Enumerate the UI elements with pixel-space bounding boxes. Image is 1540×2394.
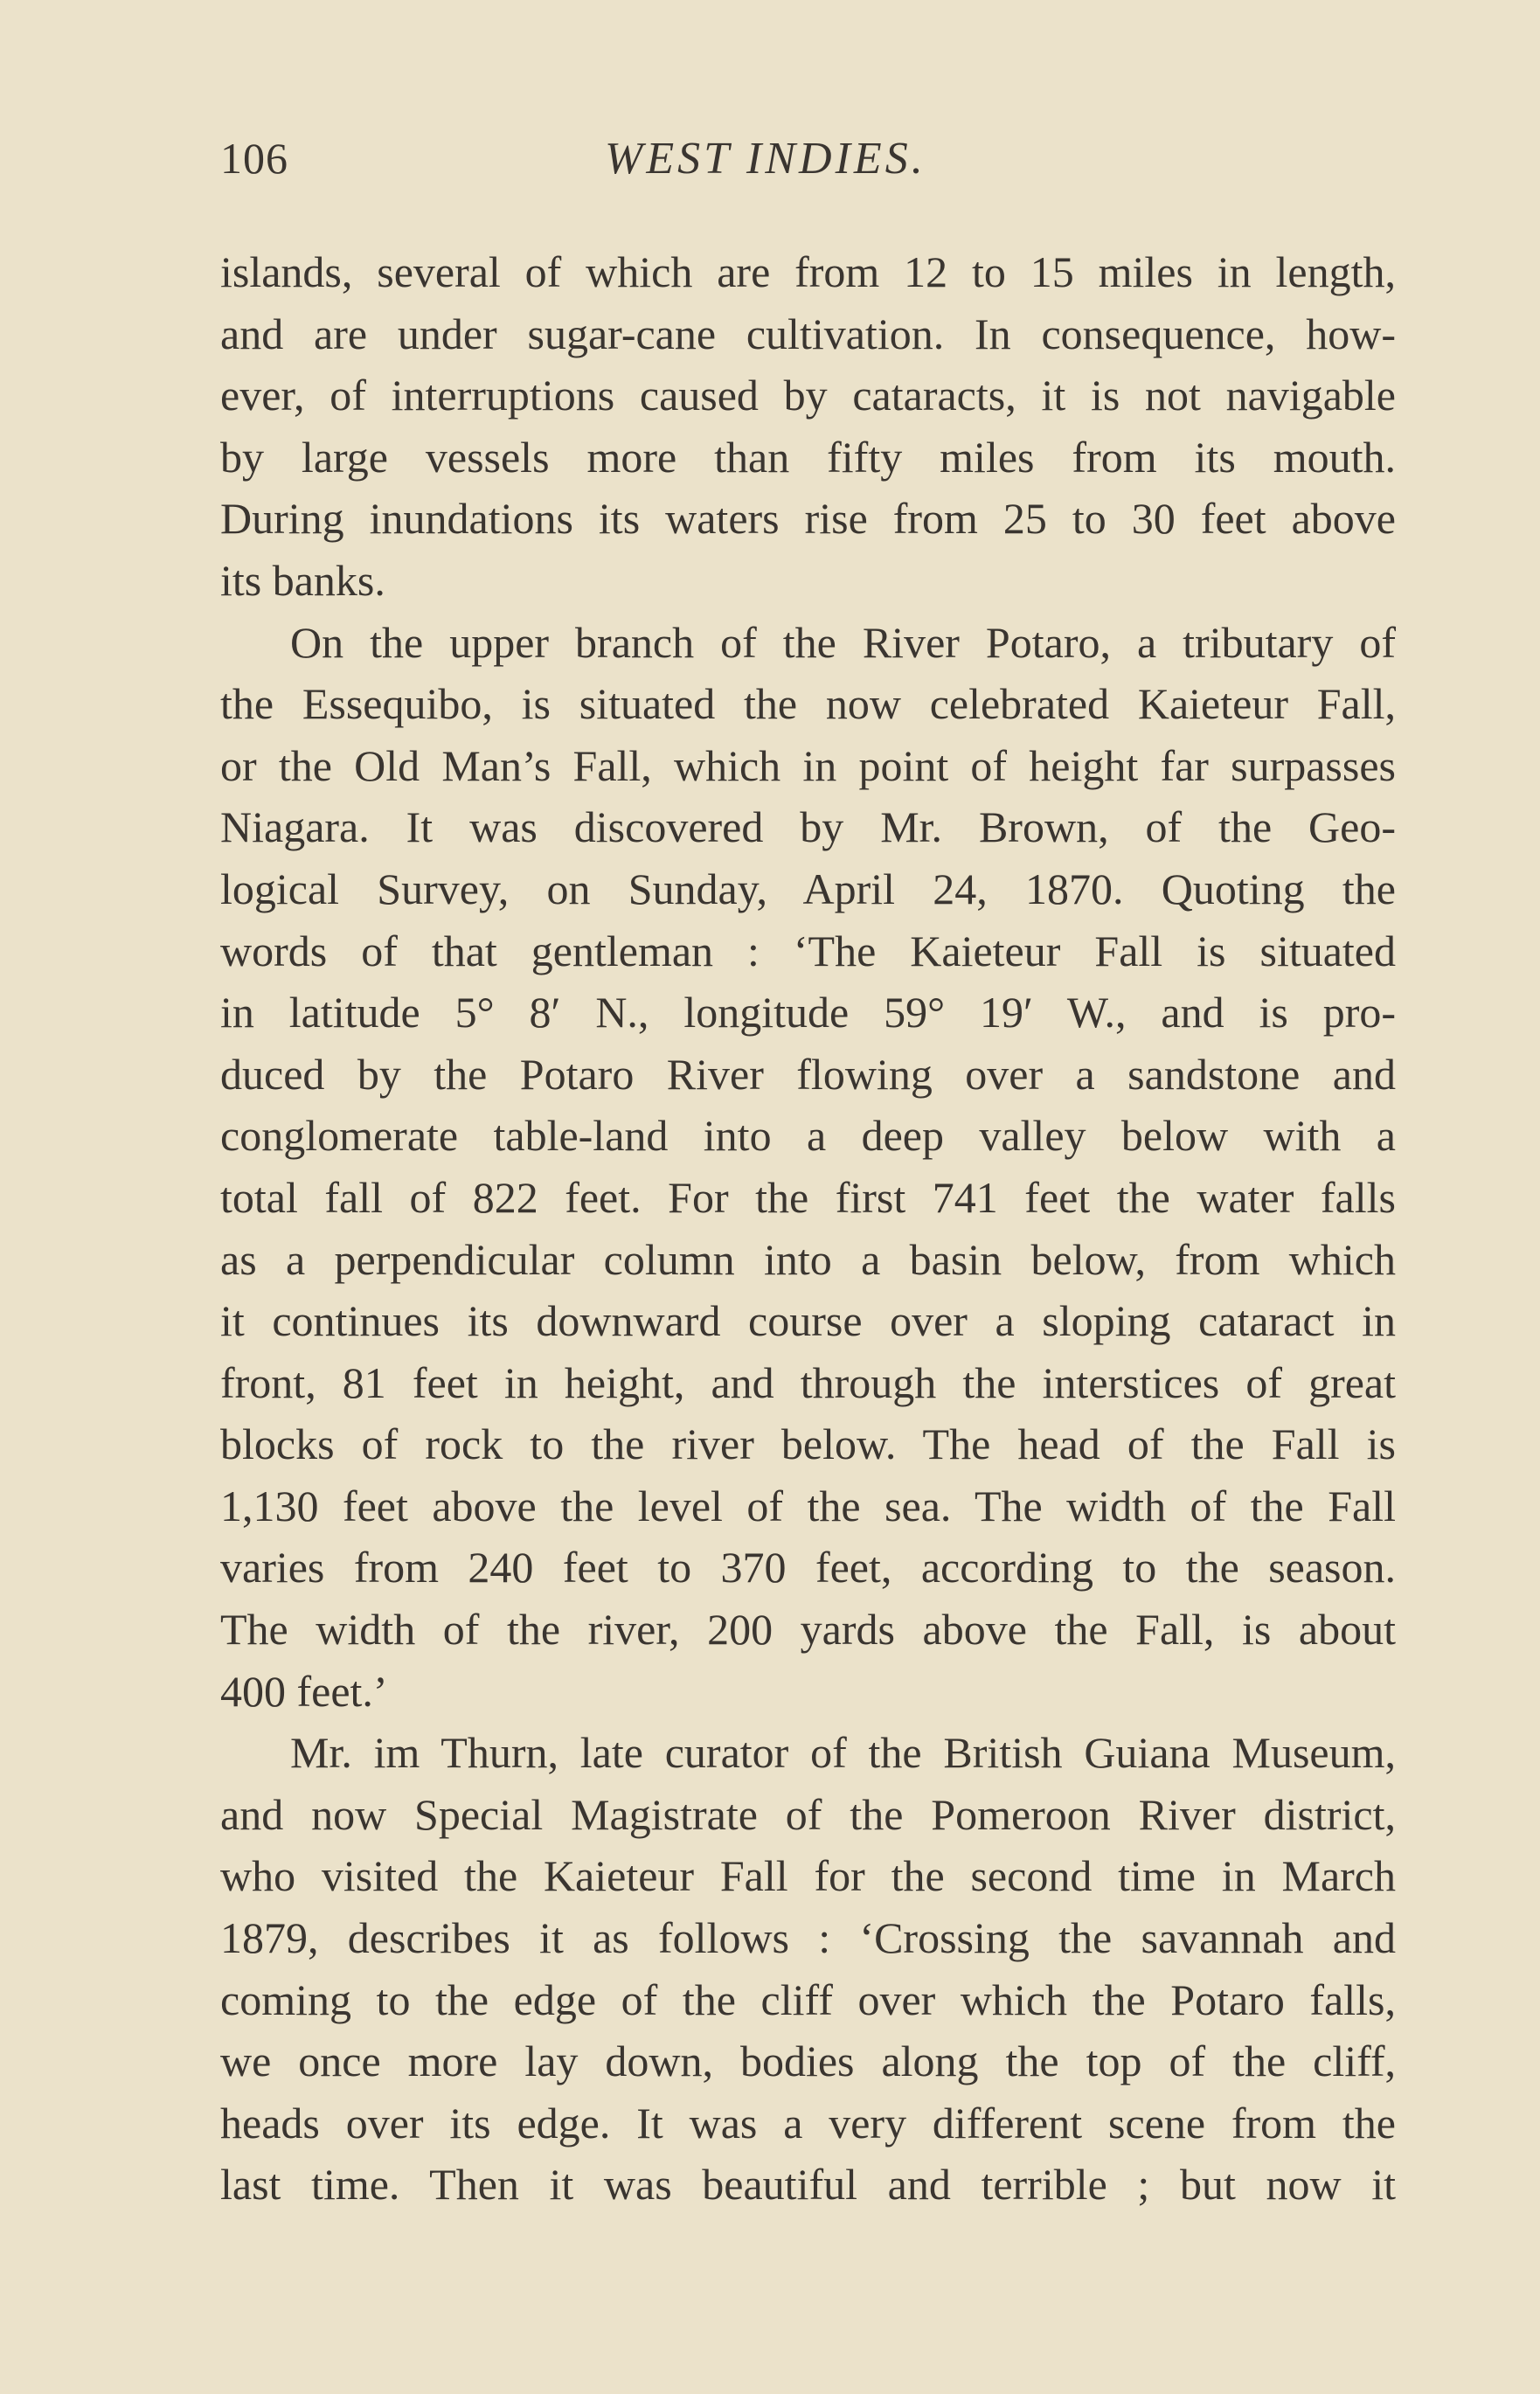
text-line: or the Old Man’s Fall, which in point of height far surpasses xyxy=(220,740,1396,790)
text-line: the Essequibo, is situated the now celebrated Kaieteur Fall, xyxy=(220,679,1396,729)
text-line: coming to the edge of the cliff over which the Potaro falls, xyxy=(220,1974,1396,2024)
text-line: ever, of interruptions caused by cataracts, it is not navigable xyxy=(220,371,1396,420)
text-line: duced by the Potaro River flowing over a sandstone and xyxy=(220,1049,1396,1099)
text-line: During inundations its waters rise from 25 to 30 feet above xyxy=(220,494,1396,544)
text-line: front, 81 feet in height, and through the interstices of great xyxy=(220,1357,1396,1407)
text-line: who visited the Kaieteur Fall for the second time in March xyxy=(220,1851,1396,1901)
text-line: and are under sugar-cane cultivation. In consequence, how- xyxy=(220,309,1396,358)
text-line: words of that gentleman : ‘The Kaieteur Fall is situated xyxy=(220,926,1396,975)
text-line: by large vessels more than fifty miles from its mouth. xyxy=(220,432,1396,482)
text-line: heads over its edge. It was a very different scene from the xyxy=(220,2098,1396,2148)
text-line: total fall of 822 feet. For the first 741 feet the water falls xyxy=(220,1172,1396,1222)
text-line: Niagara. It was discovered by Mr. Brown, of the Geo- xyxy=(220,802,1396,852)
text-line: Mr. im Thurn, late curator of the British Guiana Museum, xyxy=(290,1728,1396,1778)
text-line: 400 feet.’ xyxy=(220,1666,388,1716)
body-text xyxy=(220,241,1396,2216)
text-line: and now Special Magistrate of the Pomeroon River district, xyxy=(220,1789,1396,1839)
text-line: in latitude 5° 8′ N., longitude 59° 19′ W., and is pro- xyxy=(220,988,1396,1037)
text-line: blocks of rock to the river below. The head of the Fall is xyxy=(220,1419,1396,1469)
text-line: last time. Then it was beautiful and terrible ; but now it xyxy=(220,2160,1396,2210)
text-line: varies from 240 feet to 370 feet, according to the season. xyxy=(220,1543,1396,1593)
text-line: The width of the river, 200 yards above the Fall, is about xyxy=(220,1605,1396,1655)
running-title: WEST INDIES. xyxy=(605,134,926,184)
text-line: conglomerate table-land into a deep valley below with a xyxy=(220,1111,1396,1161)
text-line: logical Survey, on Sunday, April 24, 1870. Quoting the xyxy=(220,864,1396,913)
text-line: we once more lay down, bodies along the top of the cliff, xyxy=(220,2037,1396,2086)
text-line: 1879, describes it as follows : ‘Crossing the savannah and xyxy=(220,1913,1396,1963)
text-line: its banks. xyxy=(220,555,385,605)
text-line: as a perpendicular column into a basin below, from which xyxy=(220,1234,1396,1284)
text-line: 1,130 feet above the level of the sea. The width of the Fall xyxy=(220,1481,1396,1530)
page-header xyxy=(220,133,1400,194)
text-line: islands, several of which are from 12 to 15 miles in length, xyxy=(220,247,1396,296)
text-line: On the upper branch of the River Potaro, a tributary of xyxy=(290,617,1396,667)
text-line: it continues its downward course over a sloping cataract in xyxy=(220,1296,1396,1346)
page-number: 106 xyxy=(220,134,288,183)
